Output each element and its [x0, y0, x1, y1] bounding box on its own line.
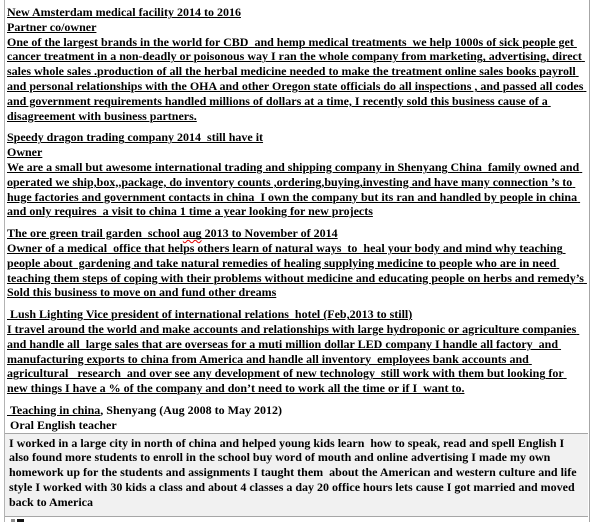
- job-description: We are a small but awesome international trading and shipping company in Shenyang China family owned and operated we ship,box,,package, do inventory counts ,ordering,buying,investing and have many connection ’s to huge factories and government contacts in china I own the company but its ran and handled by people in china and only requires a visit to china 1 time a year looking for new projects: [7, 159, 583, 219]
- document-content: [7, 5, 585, 522]
- job-title-text: 2013 to November of 2014: [201, 226, 338, 241]
- cutoff-text-fragment: [17, 519, 24, 522]
- job-description: I travel around the world and make accounts and relationships with large hydroponic or agriculture companies and handle all large sales that are overseas for a muti million dollar LED company I handle all factory and manufacturing exports to china from America and handle all inventory employees bank accounts and agricultural research and over see any development of new technology still work with them but looking for new things I have a % of the company and don’t need to work all the time or if I want to.: [7, 321, 580, 396]
- page-right-border: [589, 0, 590, 522]
- cutoff-text-fragment: [11, 519, 15, 522]
- section-speedy-dragon: [7, 130, 585, 219]
- job-title-underlined: Teaching in china: [7, 402, 101, 417]
- job-title: Speedy dragon trading company 2014 still have it: [7, 130, 264, 145]
- job-title: [7, 403, 585, 418]
- highlighted-text-box: [5, 433, 588, 517]
- cutoff-text-row: [11, 519, 585, 522]
- section-ore-green-trail-garden: [7, 226, 585, 300]
- job-title-text: The ore green trail garden school: [7, 226, 183, 241]
- section-new-amsterdam: [7, 5, 585, 123]
- job-description: Owner of a medical office that helps others learn of natural ways to heal your body and mind why teaching people about gardening and take natural remedies of healing supplying medicine to people who are in need teaching them steps of coping with their problems without medicine and educating people on herbs and remedy’s Sold this business to move on and fund other dreams: [7, 240, 587, 300]
- job-role: Owner: [7, 145, 43, 160]
- section-teaching-in-china: [7, 403, 585, 522]
- job-description: I worked in a large city in north of china and helped young kids learn how to speak, read and spell English I also found more students to enroll in the school buy word of mouth and online advertising I made my own homework up for the students and assignments I taught them about the American and western culture and life style I worked with 30 kids a class and about 4 classes a day 20 office hours lets cause I got married and moved back to America: [9, 435, 580, 509]
- job-role: Partner co/owner: [7, 19, 97, 34]
- section-lush-lighting: [7, 307, 585, 396]
- job-description: One of the largest brands in the world for CBD and hemp medical treatments we help 1000s of sick people get cancer treatment in a non-deadly or poisonous way I ran the whole company from marketing, advertising, direct sales whole sales .production of all the herbal medicine needed to make the treatment online sales books payroll and personal relationships with the OHA and other Oregon state officials do all inspections , and passed all codes and government requirements handled millions of dollars at a time, I recently sold this business cause of a disagreement with business partners.: [7, 34, 587, 123]
- misspelled-word: aug: [182, 226, 202, 241]
- job-role: Oral English teacher: [7, 417, 117, 432]
- job-title-text: , Shenyang (Aug 2008 to May 2012): [100, 402, 282, 417]
- job-title: [7, 226, 585, 241]
- job-title: New Amsterdam medical facility 2014 to 2016: [7, 5, 241, 19]
- job-title: Lush Lighting Vice president of international relations hotel (Feb,2013 to still): [7, 307, 413, 322]
